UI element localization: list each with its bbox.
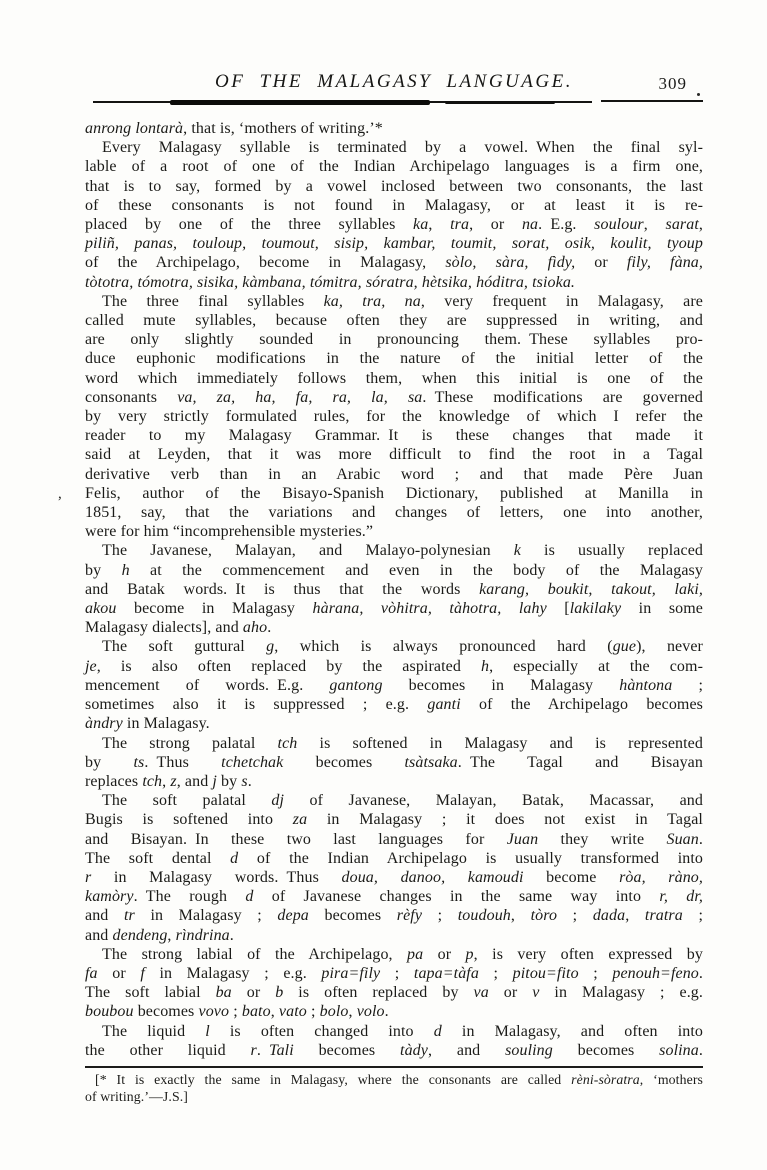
italic-text-run: r <box>250 1041 257 1059</box>
italic-text-run: dj <box>271 792 285 810</box>
text-run: said at Leyden, that it was more difficult to find the root in a Tagal <box>85 446 703 464</box>
text-line <box>85 177 703 196</box>
italic-text-run: va, za, ha, fa, ra, la, sa <box>177 388 423 406</box>
italic-text-run: je <box>85 657 97 675</box>
italic-text-run: anrong lontarà <box>85 120 184 137</box>
italic-text-run: ts <box>133 753 145 771</box>
italic-text-run: àndry <box>85 715 123 733</box>
text-line <box>85 887 703 906</box>
text-run: by <box>85 753 134 771</box>
text-run: in Malagasy words. Thus <box>91 868 342 886</box>
text-run: . Thus <box>144 753 222 771</box>
header-rule-right <box>601 100 703 102</box>
text-run: of Javanese, Malayan, Batak, Macassar, and <box>284 792 703 810</box>
italic-text-run: pira=fily <box>321 964 381 982</box>
text-line <box>85 714 703 733</box>
text-run: they write <box>538 830 667 848</box>
text-run: or <box>488 984 533 1002</box>
text-run: is softened in Malagasy and is represented <box>297 734 703 752</box>
text-run: ; <box>478 964 513 982</box>
italic-text-run: tch <box>277 734 298 752</box>
text-line <box>85 311 703 330</box>
italic-text-run: sòlo, sàra, fìdy, <box>445 254 576 272</box>
text-line <box>85 657 703 676</box>
text-line <box>85 1002 703 1021</box>
text-run: , <box>348 1003 357 1021</box>
text-run: in Malagasy ; it does not exist in Tagal <box>307 811 703 829</box>
italic-text-run: solina <box>659 1041 699 1059</box>
italic-text-run: h <box>480 657 490 675</box>
text-line <box>85 349 703 368</box>
italic-text-run: b <box>275 984 284 1002</box>
header-rule-smudge <box>445 101 555 105</box>
italic-text-run: tàdy <box>400 1041 428 1059</box>
italic-text-run: hàntona <box>619 676 673 694</box>
italic-text-run: l <box>205 1022 210 1040</box>
running-head-title: OF THE MALAGASY LANGUAGE. <box>215 71 573 92</box>
marginal-stray-mark: , <box>58 486 62 502</box>
italic-text-run: souling <box>505 1041 553 1059</box>
italic-text-run: vato <box>278 1003 307 1021</box>
italic-text-run: bato <box>241 1003 271 1021</box>
italic-text-run: Suan <box>666 830 699 848</box>
text-run: and <box>85 926 113 944</box>
italic-text-run: Juan <box>506 830 539 848</box>
italic-text-run: gue <box>612 638 637 656</box>
text-line <box>85 426 703 445</box>
text-line <box>85 810 703 829</box>
text-run: of these consonants is not found in Malagasy, or at least it is re- <box>85 196 703 214</box>
italic-text-run: tr <box>124 907 135 925</box>
text-line <box>85 753 703 772</box>
text-run: , <box>162 772 171 790</box>
text-run: The soft dental <box>85 849 231 867</box>
italic-text-run: p <box>465 945 474 963</box>
text-run: . <box>698 830 703 848</box>
text-line <box>85 273 703 292</box>
text-run: become in Malagasy <box>116 600 313 618</box>
text-run: , or <box>469 216 522 234</box>
italic-text-run: tchetchak <box>221 753 284 771</box>
text-line <box>85 868 703 887</box>
header-rule-smudge <box>170 100 430 105</box>
text-line <box>85 676 703 695</box>
italic-text-run: rèfy <box>396 907 423 925</box>
italic-text-run: rìndrina <box>175 926 230 944</box>
text-run: Bugis is softened into <box>85 811 293 829</box>
italic-text-run: pa <box>407 945 424 963</box>
text-line <box>85 791 703 810</box>
text-line <box>85 849 703 868</box>
text-line <box>85 138 703 157</box>
italic-text-run: ròa, ràno, <box>619 868 704 886</box>
text-run: sometimes also it is suppressed ; e.g. <box>85 696 428 714</box>
italic-text-run: f <box>140 964 145 982</box>
italic-text-run: s <box>241 772 248 790</box>
text-line <box>85 522 703 541</box>
text-line <box>85 484 703 503</box>
text-line <box>85 215 703 234</box>
text-line <box>85 618 703 637</box>
text-run: The strong labial of the Archipelago, <box>102 945 408 963</box>
text-run: in Malagasy, and often into <box>441 1022 703 1040</box>
italic-text-run: j <box>212 772 217 790</box>
text-line <box>85 945 703 964</box>
text-run: of the Archipelago, become in Malagasy, <box>85 254 446 272</box>
text-run: becomes <box>133 1003 199 1021</box>
italic-text-run: fa <box>85 964 98 982</box>
text-run: in some <box>621 600 703 618</box>
text-run: The Javanese, Malayan, and Malayo-polynesian <box>102 542 514 560</box>
text-line <box>85 561 703 580</box>
page-body-text <box>85 119 703 1060</box>
text-run: , and <box>427 1041 506 1059</box>
text-run: . The rough <box>133 888 246 906</box>
italic-text-run: karang, boukit, takout, laki, <box>479 580 703 598</box>
italic-text-run: ganti <box>427 696 461 714</box>
italic-text-run: na <box>521 216 539 234</box>
italic-text-run: v <box>532 984 540 1002</box>
text-line <box>85 157 703 176</box>
text-run: reader to my Malagasy Grammar. It is these changes that made it <box>85 427 703 445</box>
italic-text-run: sarat <box>665 216 699 234</box>
text-line <box>85 637 703 656</box>
italic-text-run: aho <box>242 619 268 637</box>
italic-text-run: tsàtsaka <box>404 753 458 771</box>
text-run: , <box>698 216 704 234</box>
text-run: , is very often expressed by <box>473 945 703 963</box>
text-run: replaces <box>85 772 143 790</box>
text-run: and Batak words. It is thus that the words <box>85 580 480 598</box>
text-run: by very strictly formulated rules, for the knowledge of which I refer the <box>85 408 703 426</box>
scan-speck <box>697 93 700 96</box>
text-run: in Malagasy ; e.g. <box>539 984 703 1002</box>
text-line <box>85 599 703 618</box>
text-run: , <box>428 216 451 234</box>
text-run: or <box>97 964 141 982</box>
text-run: . These modifications are governed <box>422 388 703 406</box>
text-run: The three final syllables <box>102 292 324 310</box>
italic-text-run: tòtotra, tómotra, sisika, kàmbana, tómitra, sóratra, hètsika, hóditra, tsioka. <box>85 273 576 291</box>
text-run: becomes in Malagasy <box>382 676 620 694</box>
text-run: of Javanese changes in the same way into <box>253 888 660 906</box>
text-run: placed by one of the three syllables <box>85 216 414 234</box>
text-line <box>85 292 703 311</box>
text-run: , especially at the com- <box>489 657 703 675</box>
italic-text-run: d <box>433 1022 442 1040</box>
italic-text-run: d <box>245 888 254 906</box>
text-run: ; <box>380 964 414 982</box>
text-run: ; <box>672 676 704 694</box>
text-line <box>85 830 703 849</box>
text-line <box>85 772 703 791</box>
text-line <box>85 465 703 484</box>
text-run: is often replaced by <box>283 984 474 1002</box>
text-run: , is also often replaced by the aspirated <box>96 657 481 675</box>
italic-text-run: bolo <box>319 1003 349 1021</box>
text-run: called mute syllables, because often they are suppressed in writing, and <box>85 312 703 330</box>
text-run: ; <box>306 1003 320 1021</box>
text-run: . E.g. <box>538 216 595 234</box>
text-run: of the Indian Archipelago is usually transformed into <box>238 849 703 867</box>
text-line <box>85 253 703 272</box>
italic-text-run: ka, tra, na <box>323 292 421 310</box>
text-run: or <box>423 945 466 963</box>
text-run: The soft palatal <box>102 792 272 810</box>
text-run: ; <box>682 907 703 925</box>
text-run: duce euphonic modifications in the nature of the initial letter of the <box>85 350 703 368</box>
text-line <box>85 1022 703 1041</box>
italic-text-run: kamòry <box>85 888 134 906</box>
italic-text-run: soulour <box>594 216 644 234</box>
text-run: . <box>256 1041 270 1059</box>
italic-text-run: toudouh <box>457 907 511 925</box>
text-run: , <box>643 216 666 234</box>
text-run: . The Tagal and Bisayan <box>457 753 703 771</box>
text-line <box>85 734 703 753</box>
text-run: are only slightly sounded in pronouncing them. These syllables pro- <box>85 331 703 349</box>
text-line <box>85 1041 703 1060</box>
text-run: consonants <box>85 388 178 406</box>
italic-text-run: piliñ, panas, touloup, toumout, sisip, kambar, toumit, sorat, osik, koulit, tyoup <box>85 235 703 253</box>
text-run: , <box>270 1003 279 1021</box>
italic-text-run: za <box>292 811 308 829</box>
text-line <box>85 580 703 599</box>
text-run: becomes <box>283 753 405 771</box>
italic-text-run: dada <box>592 907 626 925</box>
text-run: The liquid <box>102 1022 206 1040</box>
italic-text-run: r <box>85 868 92 886</box>
text-line <box>85 407 703 426</box>
text-line <box>85 541 703 560</box>
text-run: . <box>247 772 252 790</box>
text-run: The soft labial <box>85 984 216 1002</box>
text-run: becomes <box>308 907 397 925</box>
italic-text-run: va <box>473 984 489 1002</box>
italic-text-run: volo <box>356 1003 385 1021</box>
text-run: lable of a root of one of the Indian Archipelago languages is a firm one, <box>85 158 703 176</box>
text-run: in Malagasy ; <box>134 907 278 925</box>
text-run: . <box>384 1003 389 1021</box>
italic-text-run: d <box>230 849 239 867</box>
italic-text-run: vovo <box>198 1003 230 1021</box>
italic-text-run: pitou=fito <box>512 964 579 982</box>
text-run: becomes <box>293 1041 401 1059</box>
text-run: ), never <box>636 638 703 656</box>
italic-text-run: ka <box>413 216 429 234</box>
text-run: of writing.’—J.S.] <box>85 1089 188 1104</box>
text-run: , which is always pronounced hard ( <box>274 638 613 656</box>
italic-text-run: tapa=tàfa <box>413 964 479 982</box>
text-run: ; <box>557 907 593 925</box>
text-run: Every Malagasy syllable is terminated by a vowel. When the final syl- <box>102 139 703 157</box>
text-run: or <box>575 254 627 272</box>
text-run: by <box>85 561 122 579</box>
italic-text-run: dendeng <box>112 926 168 944</box>
text-run: becomes <box>552 1041 660 1059</box>
text-run: or <box>231 984 276 1002</box>
italic-text-run: lakilaky <box>569 600 622 618</box>
text-run: derivative verb than in an Arabic word ; and that made Père Juan <box>85 465 703 483</box>
text-run: mencement of words. E.g. <box>85 676 330 694</box>
text-line <box>85 388 703 407</box>
text-run: and <box>85 907 124 925</box>
italic-text-run: gantong <box>329 676 383 694</box>
footnote-line <box>85 1088 703 1105</box>
text-run: , <box>167 926 176 944</box>
italic-text-run: akou <box>85 600 117 618</box>
text-line <box>85 369 703 388</box>
text-run: , that is, ‘mothers of writing.’* <box>183 120 383 137</box>
text-run: of the Archipelago becomes <box>460 696 703 714</box>
text-line <box>85 234 703 253</box>
text-run: . <box>267 619 272 637</box>
text-line <box>85 330 703 349</box>
text-line <box>85 503 703 522</box>
text-run: . <box>698 1041 703 1059</box>
text-run: is often changed into <box>209 1022 434 1040</box>
text-line <box>85 906 703 925</box>
text-run: [ <box>546 600 570 618</box>
text-run: The strong palatal <box>102 734 278 752</box>
italic-text-run: z <box>170 772 177 790</box>
text-run: , and <box>176 772 213 790</box>
italic-text-run: tòro <box>530 907 558 925</box>
footnote-line <box>85 1071 703 1088</box>
italic-text-run: g <box>266 638 275 656</box>
text-run: . <box>229 926 234 944</box>
text-run: , very frequent in Malagasy, are <box>420 292 704 310</box>
italic-text-run: k <box>513 542 521 560</box>
italic-text-run: depa <box>277 907 309 925</box>
text-line <box>85 119 703 138</box>
text-run: in Malagasy ; e.g. <box>144 964 322 982</box>
italic-text-run: hàrana, vòhitra, tàhotra, lahy <box>312 600 547 618</box>
italic-text-run: ba <box>215 984 232 1002</box>
text-run: word which immediately follows them, when this initial is one of the <box>85 369 703 387</box>
text-line <box>85 695 703 714</box>
italic-text-run: penouh=feno <box>612 964 699 982</box>
italic-text-run: doua, danoo, kamoudi <box>341 868 524 886</box>
text-run: and Bisayan. In these two last languages for <box>85 830 507 848</box>
text-run: become <box>523 868 620 886</box>
italic-text-run: fily, fàna, <box>626 254 704 272</box>
italic-text-run: Tali <box>269 1041 294 1059</box>
text-run: were for him “incomprehensible mysteries.” <box>85 523 374 541</box>
text-run: at the commencement and even in the body of the Malagasy <box>129 561 703 579</box>
text-run: Malagasy dialects], and <box>85 619 243 637</box>
text-line <box>85 964 703 983</box>
text-run: that is to say, formed by a vowel inclosed between two consonants, the last <box>85 177 703 195</box>
italic-text-run: tch <box>142 772 163 790</box>
text-line <box>85 196 703 215</box>
page-number: 309 <box>658 74 687 93</box>
text-line <box>85 983 703 1002</box>
text-run: . <box>698 964 704 982</box>
text-run: in Malagasy. <box>122 715 210 733</box>
text-run: is usually replaced <box>520 542 703 560</box>
text-run: , <box>625 907 645 925</box>
text-run: , <box>510 907 531 925</box>
text-run: Felis, author of the Bisayo-Spanish Dictionary, published at Manilla in <box>85 484 703 502</box>
italic-text-run: r, dr, <box>659 888 703 906</box>
italic-text-run: boubou <box>85 1003 134 1021</box>
text-run: by <box>216 772 242 790</box>
text-run: The soft guttural <box>102 638 267 656</box>
footnote-rule <box>85 1066 703 1068</box>
text-run: , ‘mothers <box>639 1072 703 1087</box>
text-run: [* It is exactly the same in Malagasy, where the consonants are called <box>95 1072 572 1087</box>
text-run: ; <box>229 1003 242 1021</box>
italic-text-run: h <box>121 561 130 579</box>
text-run: ; <box>422 907 458 925</box>
italic-text-run: rèni-sòratra <box>571 1072 640 1087</box>
text-run: 1851, say, that the variations and changes of letters, one into another, <box>85 504 703 522</box>
text-line <box>85 445 703 464</box>
footnote-text <box>85 1071 703 1105</box>
text-run: the other liquid <box>85 1041 251 1059</box>
italic-text-run: tra <box>450 216 470 234</box>
text-line <box>85 926 703 945</box>
text-run: ; <box>578 964 613 982</box>
italic-text-run: tratra <box>644 907 683 925</box>
